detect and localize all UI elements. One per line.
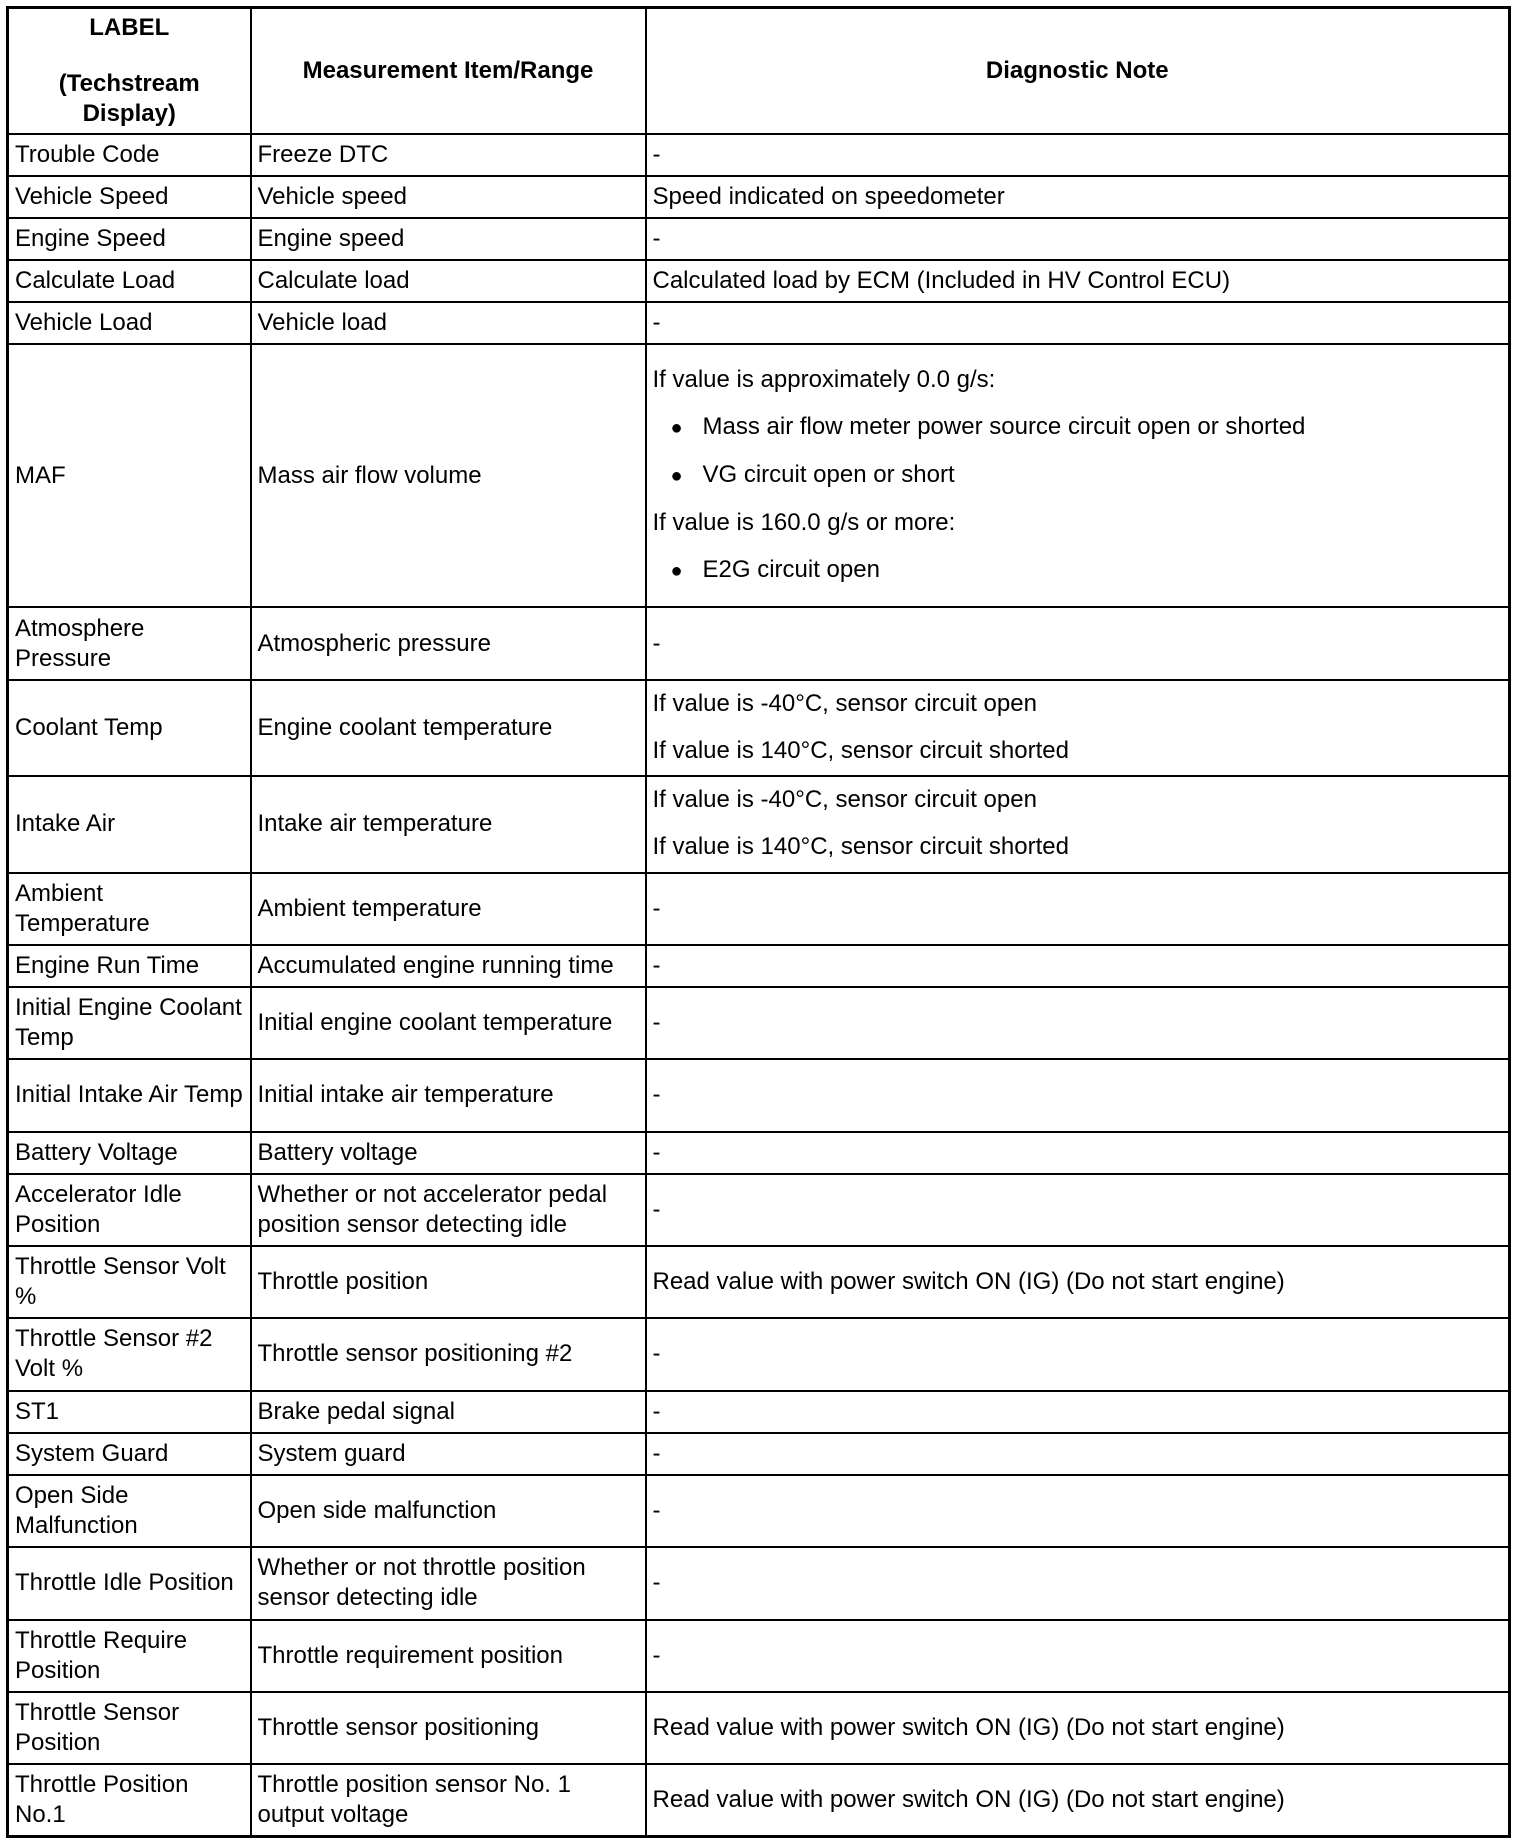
cell-measurement-item: Freeze DTC <box>251 134 646 176</box>
cell-label: Engine Run Time <box>8 945 251 987</box>
cell-diagnostic-note: - <box>646 218 1510 260</box>
cell-diagnostic-note: - <box>646 607 1510 679</box>
note-line: If value is 160.0 g/s or more: <box>652 508 956 536</box>
table-row <box>8 344 1510 607</box>
note-bullet-item: ● VG circuit open or short <box>653 452 1503 500</box>
cell-diagnostic-note <box>646 680 1510 776</box>
table-row <box>8 1059 1510 1131</box>
cell-measurement-item: Initial intake air temperature <box>251 1059 646 1131</box>
header-label <box>8 8 251 134</box>
table-row <box>8 1433 1510 1475</box>
cell-measurement-item: Engine speed <box>251 218 646 260</box>
cell-label: MAF <box>8 344 251 607</box>
table-body <box>8 134 1510 1837</box>
note-line: If value is approximately 0.0 g/s: <box>652 365 996 393</box>
data-list-table <box>6 6 1511 1838</box>
cell-diagnostic-note: - <box>646 1391 1510 1433</box>
table-row <box>8 776 1510 872</box>
cell-measurement-item: Throttle requirement position <box>251 1620 646 1692</box>
cell-label: Throttle Idle Position <box>8 1547 251 1619</box>
cell-label: Throttle Sensor Volt % <box>8 1246 251 1318</box>
cell-measurement-item: Calculate load <box>251 260 646 302</box>
cell-label: Engine Speed <box>8 218 251 260</box>
table-row <box>8 302 1510 344</box>
table-row <box>8 945 1510 987</box>
header-label-line1: LABEL <box>89 13 170 41</box>
cell-diagnostic-note: Read value with power switch ON (IG) (Do not start engine) <box>646 1246 1510 1318</box>
cell-diagnostic-note: Calculated load by ECM (Included in HV Control ECU) <box>646 260 1510 302</box>
cell-measurement-item: Initial engine coolant temperature <box>251 987 646 1059</box>
cell-diagnostic-note: Read value with power switch ON (IG) (Do not start engine) <box>646 1764 1510 1836</box>
table-row <box>8 1174 1510 1246</box>
cell-diagnostic-note: - <box>646 1475 1510 1547</box>
table-row <box>8 1475 1510 1547</box>
note-line: If value is -40°C, sensor circuit open <box>652 689 1037 717</box>
cell-label: Vehicle Load <box>8 302 251 344</box>
table-row <box>8 176 1510 218</box>
cell-label: Throttle Sensor Position <box>8 1692 251 1764</box>
cell-label: Initial Intake Air Temp <box>8 1059 251 1131</box>
note-line: If value is 140°C, sensor circuit shorted <box>652 736 1069 764</box>
cell-measurement-item: Atmospheric pressure <box>251 607 646 679</box>
cell-diagnostic-note: - <box>646 134 1510 176</box>
cell-diagnostic-note: - <box>646 1547 1510 1619</box>
note-bullet-item: ● E2G circuit open <box>653 547 1503 595</box>
cell-measurement-item: Open side malfunction <box>251 1475 646 1547</box>
cell-label: Throttle Sensor #2 Volt % <box>8 1318 251 1390</box>
cell-diagnostic-note: - <box>646 1318 1510 1390</box>
cell-diagnostic-note: - <box>646 1132 1510 1174</box>
cell-measurement-item: Vehicle load <box>251 302 646 344</box>
cell-label: Trouble Code <box>8 134 251 176</box>
table-row <box>8 873 1510 945</box>
cell-diagnostic-note: - <box>646 945 1510 987</box>
table-row <box>8 218 1510 260</box>
cell-measurement-item: Engine coolant temperature <box>251 680 646 776</box>
cell-label: Coolant Temp <box>8 680 251 776</box>
cell-diagnostic-note <box>646 776 1510 872</box>
cell-measurement-item: Ambient temperature <box>251 873 646 945</box>
header-measurement-item: Measurement Item/Range <box>251 8 646 134</box>
table-row <box>8 1620 1510 1692</box>
cell-measurement-item: Whether or not throttle position sensor detecting idle <box>251 1547 646 1619</box>
cell-diagnostic-note: - <box>646 1059 1510 1131</box>
cell-measurement-item: Throttle sensor positioning #2 <box>251 1318 646 1390</box>
cell-measurement-item: Accumulated engine running time <box>251 945 646 987</box>
cell-label: Calculate Load <box>8 260 251 302</box>
table-row <box>8 987 1510 1059</box>
cell-measurement-item: Battery voltage <box>251 1132 646 1174</box>
cell-diagnostic-note <box>646 344 1510 607</box>
cell-measurement-item: Brake pedal signal <box>251 1391 646 1433</box>
cell-label: Ambient Temperature <box>8 873 251 945</box>
cell-diagnostic-note: - <box>646 873 1510 945</box>
table-row <box>8 1132 1510 1174</box>
cell-diagnostic-note: - <box>646 987 1510 1059</box>
header-row <box>8 8 1510 134</box>
cell-label: Battery Voltage <box>8 1132 251 1174</box>
cell-label: Throttle Position No.1 <box>8 1764 251 1836</box>
cell-diagnostic-note: Read value with power switch ON (IG) (Do not start engine) <box>646 1692 1510 1764</box>
cell-diagnostic-note: - <box>646 1174 1510 1246</box>
cell-label: Throttle Require Position <box>8 1620 251 1692</box>
cell-label: Accelerator Idle Position <box>8 1174 251 1246</box>
cell-measurement-item: Throttle position <box>251 1246 646 1318</box>
cell-label: Open Side Malfunction <box>8 1475 251 1547</box>
table-row <box>8 1391 1510 1433</box>
cell-measurement-item: Intake air temperature <box>251 776 646 872</box>
cell-measurement-item: Mass air flow volume <box>251 344 646 607</box>
header-label-line2: (Techstream Display) <box>58 69 200 127</box>
table-row <box>8 1764 1510 1836</box>
note-line: If value is 140°C, sensor circuit shorted <box>652 833 1069 861</box>
header-diagnostic-note: Diagnostic Note <box>646 8 1510 134</box>
table-row <box>8 1246 1510 1318</box>
cell-diagnostic-note: - <box>646 302 1510 344</box>
cell-diagnostic-note: - <box>646 1433 1510 1475</box>
cell-label: Initial Engine Coolant Temp <box>8 987 251 1059</box>
cell-measurement-item: Throttle sensor positioning <box>251 1692 646 1764</box>
table-row <box>8 134 1510 176</box>
cell-measurement-item: Whether or not accelerator pedal position sensor detecting idle <box>251 1174 646 1246</box>
cell-measurement-item: Vehicle speed <box>251 176 646 218</box>
table-row <box>8 1692 1510 1764</box>
cell-label: System Guard <box>8 1433 251 1475</box>
cell-label: Vehicle Speed <box>8 176 251 218</box>
cell-diagnostic-note: Speed indicated on speedometer <box>646 176 1510 218</box>
cell-measurement-item: System guard <box>251 1433 646 1475</box>
note-bullet-item: ● Mass air flow meter power source circuit open or shorted <box>653 404 1503 452</box>
table-row <box>8 260 1510 302</box>
note-line: If value is -40°C, sensor circuit open <box>652 786 1037 814</box>
cell-measurement-item: Throttle position sensor No. 1 output voltage <box>251 1764 646 1836</box>
cell-label: Atmosphere Pressure <box>8 607 251 679</box>
table-row <box>8 680 1510 776</box>
cell-diagnostic-note: - <box>646 1620 1510 1692</box>
table-row <box>8 1318 1510 1390</box>
table-row <box>8 607 1510 679</box>
table-row <box>8 1547 1510 1619</box>
cell-label: Intake Air <box>8 776 251 872</box>
cell-label: ST1 <box>8 1391 251 1433</box>
